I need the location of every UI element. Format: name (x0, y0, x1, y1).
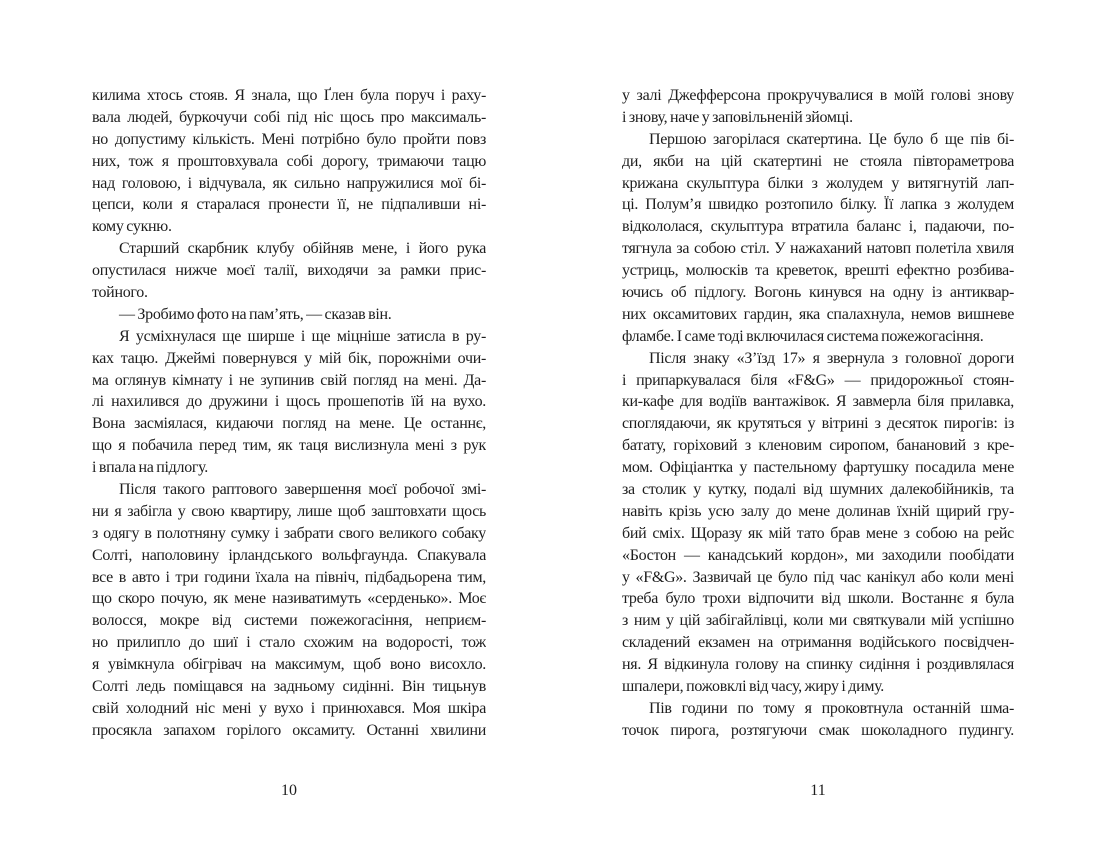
text-line: волосся, мокре від системи пожежогасіння, неприєм- (92, 612, 486, 630)
text-line: них, тож я проштовхувала собі дорогу, тримаючи тацю (92, 152, 486, 170)
text-line: лі нахилився до дружини і щось прошепотів їй на вухо. (92, 393, 486, 411)
text-line: тягнула за собою стіл. У нажаханий натовп полетіла хвиля (622, 240, 1014, 258)
text-line: «Бостон — канадський кордон», ми заходили пообідати (622, 546, 1014, 564)
text-line: ди, якби на цій скатертині не стояла півтораметрова (622, 152, 1014, 170)
text-line: треба було трохи відпочити від школи. Востаннє я була (622, 590, 1014, 608)
text-line: точок пирога, розтягуючи смак шоколадного пудингу. (622, 721, 1014, 739)
text-line: складений екзамен на отримання водійського посвідчен- (622, 634, 1014, 652)
text-line: ючись об підлогу. Вогонь кинувся на одну із антиквар- (622, 284, 1014, 302)
text-line: навіть крізь усю залу до мене долинав їхній щирий гру- (622, 502, 1014, 520)
text-line: Солті ледь поміщався на задньому сидінні. Він тицьнув (92, 678, 486, 696)
text-line: що я побачила перед тим, як таця вислизнула мені з рук (92, 437, 486, 455)
text-line: ці. Полум’я швидко розтопило білку. Її лапка з жолудем (622, 196, 1014, 214)
text-line: що скоро почую, як мене називатимуть «серденько». Моє (92, 590, 486, 608)
text-line: свій холодний ніс мені у вухо і принюхався. Моя шкіра (92, 699, 486, 717)
text-line: них оксамитових гардин, яка спалахнула, немов вишневе (622, 305, 1014, 323)
page-left-text-block (92, 85, 486, 742)
text-line: просякла запахом горілого оксамиту. Останні хвилини (92, 721, 486, 739)
text-line: у «F&G». Зазвичай це було під час канікул або коли мені (622, 568, 1014, 586)
text-line: у залі Джефферсона прокручувалися в моїй голові знову (622, 87, 1014, 104)
text-line: мом. Офіціантка у пастельному фартушку посадила мене (622, 459, 1014, 477)
text-line: кому сукню. (92, 218, 172, 236)
text-line: килима хтось стояв. Я знала, що Ґлен була поруч і раху- (92, 87, 486, 104)
text-line: над головою, і відчувала, як сильно напружилися мої бі- (92, 174, 486, 192)
text-line: Після такого раптового завершення моєї робочої змі- (119, 481, 486, 499)
text-line: з одягу в полотняну сумку і забрати свого великого собаку (92, 524, 486, 542)
text-line: за столик у кутку, подалі від шумних далекобійників, та (622, 481, 1014, 499)
text-line: шпалери, пожовклі від часу, жиру і диму. (622, 678, 885, 696)
text-line: все в авто і три години їхала на північ, підбадьорена тим, (92, 568, 486, 586)
text-line: устриць, молюсків та креветок, врешті ефектно розбива- (622, 262, 1014, 280)
text-line: ки-кафе для водіїв вантажівок. Я завмерла біля прилавка, (622, 393, 1014, 411)
text-line: ках тацю. Джеймі повернувся у мій бік, порожніми очи- (92, 349, 486, 367)
text-line: ня. Я відкинула голову на спинку сидіння і роздивлялася (622, 656, 1014, 674)
text-line: цепси, коли я старалася пронести її, не підпаливши ні- (92, 196, 486, 214)
text-line: я увімкнула обігрівач на максимум, щоб воно висохло. (92, 656, 486, 674)
text-line: Після знаку «З’їзд 17» я звернула з головної дороги (649, 349, 1014, 367)
text-line: фламбе. І саме тоді включилася система пожежогасіння. (622, 327, 984, 345)
text-line: споглядаючи, як крутяться у вітрині з десяток пирогів: із (622, 415, 1014, 433)
text-line: з ним у цій забігайлівці, коли ми святкували мій успішно (622, 612, 1014, 630)
text-line: і припаркувалася біля «F&G» — придорожньої стоян- (622, 371, 1014, 389)
page-number-right: 11 (810, 782, 826, 799)
text-line: ма оглянув кімнату і не зупинив свій погляд на мені. Да- (92, 371, 486, 389)
text-line: опустилася нижче моєї талії, виходячи за рамки прис- (92, 262, 486, 280)
text-line: батату, горіховий з кленовим сиропом, банановий з кре- (622, 437, 1014, 455)
text-line: — Зробимо фото на пам’ять, — сказав він. (119, 305, 392, 323)
text-line: і впала на підлогу. (92, 459, 208, 477)
text-line: Старший скарбник клубу обійняв мене, і його рука (119, 240, 486, 258)
text-line: крижана скульптура білки з жолудем у витягнутій лап- (622, 174, 1014, 192)
text-line: Я усміхнулася ще ширше і ще міцніше затисла в ру- (119, 327, 486, 345)
text-line: вала людей, буркочучи собі під ніс щось про максималь- (92, 108, 486, 126)
text-line: Вона засміялася, кидаючи погляд на мене. Це останнє, (92, 415, 486, 433)
text-line: Першою загорілася скатертина. Це було б ще пів бі- (649, 130, 1014, 148)
text-line: но допустиму кількість. Мені потрібно було пройти повз (92, 130, 486, 148)
text-line: і знову, наче у заповільненій зйомці. (622, 108, 853, 126)
page-right-text-block (622, 85, 1014, 742)
text-line: бий сміх. Щоразу як мій тато брав мене з собою на рейс (622, 524, 1014, 542)
text-line: ни я забігла у свою квартиру, лише щоб заштовхати щось (92, 502, 486, 520)
text-line: но прилипло до шиї і стало схожим на водорості, тож (92, 634, 486, 652)
text-line: Солті, наполовину ірландського вольфгаунда. Спакувала (92, 546, 486, 564)
page-number-left: 10 (281, 782, 297, 799)
text-line: відкололася, скульптура втратила баланс і, падаючи, по- (622, 218, 1014, 236)
text-line: тойного. (92, 284, 148, 302)
text-line: Пів години по тому я проковтнула останній шма- (649, 699, 1014, 717)
